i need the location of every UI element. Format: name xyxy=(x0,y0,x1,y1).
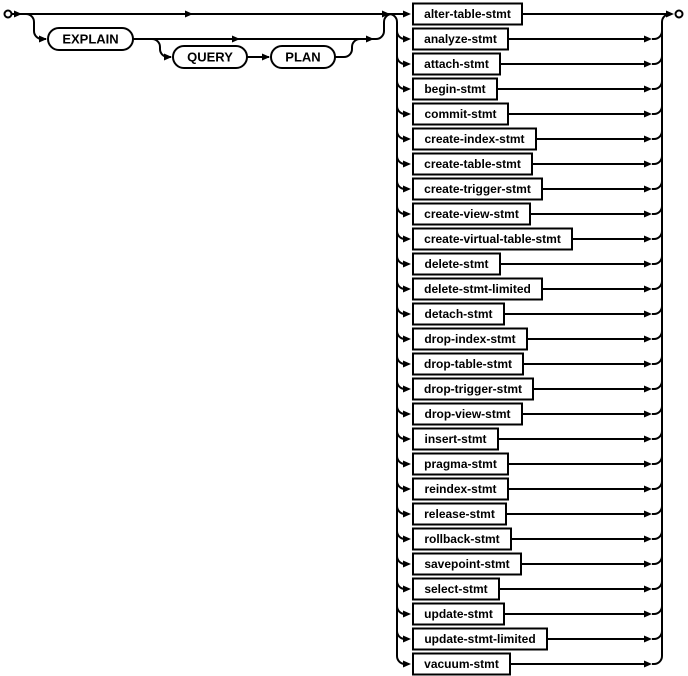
connector-line xyxy=(652,56,662,64)
stmt-label: attach-stmt xyxy=(424,57,489,72)
stmt-label: update-stmt xyxy=(424,607,493,622)
stmt-label: analyze-stmt xyxy=(424,32,497,47)
stmt-link-insert-stmt[interactable] xyxy=(413,429,498,450)
arrowhead-icon xyxy=(262,54,270,61)
stmt-link-update-stmt[interactable] xyxy=(413,604,504,625)
arrowhead-icon xyxy=(644,111,652,118)
arrowhead-icon xyxy=(644,411,652,418)
connector-line xyxy=(652,381,662,389)
stmt-link-vacuum-stmt[interactable] xyxy=(413,654,510,675)
stmt-link-drop-table-stmt[interactable] xyxy=(413,354,523,375)
arrowhead-icon xyxy=(644,86,652,93)
stmt-label: rollback-stmt xyxy=(424,532,500,547)
arrowhead-icon xyxy=(403,161,411,168)
arrowhead-icon xyxy=(403,336,411,343)
arrowhead-icon xyxy=(403,511,411,518)
stmt-link-attach-stmt[interactable] xyxy=(413,54,500,75)
connector-line xyxy=(652,31,662,39)
arrowhead-icon xyxy=(403,186,411,193)
connector-line xyxy=(335,39,360,57)
stmt-link-create-index-stmt[interactable] xyxy=(413,129,536,150)
arrowhead-icon xyxy=(403,661,411,668)
connector-line xyxy=(652,431,662,439)
right-rail xyxy=(662,14,670,656)
connector-line xyxy=(652,331,662,339)
arrowhead-icon xyxy=(644,136,652,143)
connector-line xyxy=(652,106,662,114)
stmt-link-select-stmt[interactable] xyxy=(413,579,499,600)
stmt-label: reindex-stmt xyxy=(424,482,497,497)
stmt-label: create-view-stmt xyxy=(424,207,519,222)
stmt-label: select-stmt xyxy=(424,582,488,597)
arrowhead-icon xyxy=(644,536,652,543)
connector-line xyxy=(652,256,662,264)
arrowhead-icon xyxy=(644,436,652,443)
stmt-link-create-table-stmt[interactable] xyxy=(413,154,532,175)
arrowhead-icon xyxy=(403,311,411,318)
arrowhead-icon xyxy=(644,336,652,343)
connector-line xyxy=(26,14,46,39)
arrowhead-icon xyxy=(644,611,652,618)
arrowhead-icon xyxy=(403,86,411,93)
connector-line xyxy=(652,306,662,314)
arrowhead-icon xyxy=(644,561,652,568)
stmt-label: drop-trigger-stmt xyxy=(424,382,522,397)
connector-line xyxy=(652,181,662,189)
arrowhead-icon xyxy=(644,236,652,243)
arrowhead-icon xyxy=(403,211,411,218)
connector-line xyxy=(652,206,662,214)
keyword-query xyxy=(173,46,247,68)
arrowhead-icon xyxy=(644,661,652,668)
connector-line xyxy=(652,356,662,364)
arrowhead-icon xyxy=(403,461,411,468)
stmt-link-drop-view-stmt[interactable] xyxy=(413,404,522,425)
arrowhead-icon xyxy=(403,586,411,593)
connector-line xyxy=(652,631,662,639)
stmt-link-update-stmt-limited[interactable] xyxy=(413,629,547,650)
stmt-label: insert-stmt xyxy=(424,432,487,447)
stmt-label: pragma-stmt xyxy=(424,457,497,472)
arrowhead-icon xyxy=(644,261,652,268)
arrowhead-icon xyxy=(403,561,411,568)
arrowhead-icon xyxy=(403,361,411,368)
connector-line xyxy=(360,14,392,39)
stmt-label: drop-index-stmt xyxy=(424,332,516,347)
connector-line xyxy=(652,231,662,239)
stmt-label: create-index-stmt xyxy=(424,132,525,147)
stmt-label: update-stmt-limited xyxy=(424,632,536,647)
end-terminal-icon xyxy=(676,11,683,18)
keyword-explain-label: EXPLAIN xyxy=(62,31,119,47)
arrowhead-icon xyxy=(403,286,411,293)
stmt-link-rollback-stmt[interactable] xyxy=(413,529,511,550)
stmt-label: delete-stmt xyxy=(424,257,489,272)
connector-line xyxy=(652,281,662,289)
stmt-label: begin-stmt xyxy=(424,82,486,97)
connector-line xyxy=(652,556,662,564)
arrowhead-icon xyxy=(403,436,411,443)
stmt-label: alter-table-stmt xyxy=(424,7,511,22)
stmt-label: release-stmt xyxy=(424,507,495,522)
arrowhead-icon xyxy=(644,461,652,468)
stmt-link-drop-trigger-stmt[interactable] xyxy=(413,379,533,400)
arrowhead-icon xyxy=(185,11,193,18)
stmt-label: commit-stmt xyxy=(424,107,497,122)
stmt-label: create-trigger-stmt xyxy=(424,182,531,197)
arrowhead-icon xyxy=(644,361,652,368)
stmt-link-create-trigger-stmt[interactable] xyxy=(413,179,542,200)
arrowhead-icon xyxy=(403,611,411,618)
stmt-link-analyze-stmt[interactable] xyxy=(413,29,508,50)
connector-line xyxy=(652,581,662,589)
stmt-label: drop-table-stmt xyxy=(424,357,512,372)
stmt-link-detach-stmt[interactable] xyxy=(413,304,504,325)
arrowhead-icon xyxy=(644,386,652,393)
stmt-link-delete-stmt[interactable] xyxy=(413,254,500,275)
stmt-link-drop-index-stmt[interactable] xyxy=(413,329,527,350)
stmt-link-create-view-stmt[interactable] xyxy=(413,204,530,225)
connector-line xyxy=(652,131,662,139)
arrowhead-icon xyxy=(644,586,652,593)
arrowhead-icon xyxy=(403,236,411,243)
stmt-link-commit-stmt[interactable] xyxy=(413,104,508,125)
keyword-query-label: QUERY xyxy=(187,49,233,65)
keyword-plan xyxy=(271,46,335,68)
arrowhead-icon xyxy=(403,386,411,393)
connector-line xyxy=(652,531,662,539)
connector-line xyxy=(652,656,662,664)
arrowhead-icon xyxy=(644,161,652,168)
arrowhead-icon xyxy=(403,261,411,268)
arrowhead-icon xyxy=(164,54,172,61)
connector-line xyxy=(652,606,662,614)
arrowhead-icon xyxy=(644,36,652,43)
keyword-explain xyxy=(48,28,133,50)
arrowhead-icon xyxy=(403,411,411,418)
stmt-label: vacuum-stmt xyxy=(424,657,499,672)
stmt-link-alter-table-stmt[interactable] xyxy=(413,4,522,25)
arrowhead-icon xyxy=(403,36,411,43)
connector-line xyxy=(652,481,662,489)
connector-line xyxy=(152,39,171,57)
stmt-link-savepoint-stmt[interactable] xyxy=(413,554,521,575)
arrowhead-icon xyxy=(644,311,652,318)
connector-line xyxy=(652,506,662,514)
arrowhead-icon xyxy=(39,36,47,43)
arrowhead-icon xyxy=(403,536,411,543)
stmt-link-release-stmt[interactable] xyxy=(413,504,506,525)
arrowhead-icon xyxy=(403,61,411,68)
connector-line xyxy=(652,456,662,464)
keyword-plan-label: PLAN xyxy=(285,49,321,65)
arrowhead-icon xyxy=(403,111,411,118)
stmt-label: delete-stmt-limited xyxy=(424,282,531,297)
arrowhead-icon xyxy=(644,186,652,193)
arrowhead-icon xyxy=(644,486,652,493)
stmt-label: create-virtual-table-stmt xyxy=(424,232,561,247)
arrowhead-icon xyxy=(366,36,374,43)
arrowhead-icon xyxy=(403,11,411,18)
arrowhead-icon xyxy=(14,11,22,18)
arrowhead-icon xyxy=(403,636,411,643)
arrowhead-icon xyxy=(644,61,652,68)
stmt-label: drop-view-stmt xyxy=(424,407,511,422)
stmt-label: create-table-stmt xyxy=(424,157,521,172)
arrowhead-icon xyxy=(232,36,240,43)
stmt-link-delete-stmt-limited[interactable] xyxy=(413,279,542,300)
arrowhead-icon xyxy=(403,486,411,493)
start-terminal-icon xyxy=(5,11,12,18)
connector-line xyxy=(652,406,662,414)
stmt-link-begin-stmt[interactable] xyxy=(413,79,497,100)
stmt-label: detach-stmt xyxy=(424,307,493,322)
arrowhead-icon xyxy=(644,211,652,218)
connector-line xyxy=(652,81,662,89)
arrowhead-icon xyxy=(644,286,652,293)
stmt-link-pragma-stmt[interactable] xyxy=(413,454,508,475)
stmt-link-create-virtual-table-stmt[interactable] xyxy=(413,229,572,250)
arrowhead-icon xyxy=(644,636,652,643)
stmt-link-reindex-stmt[interactable] xyxy=(413,479,508,500)
arrowhead-icon xyxy=(644,511,652,518)
arrowhead-icon xyxy=(403,136,411,143)
connector-line xyxy=(652,156,662,164)
stmt-label: savepoint-stmt xyxy=(424,557,510,572)
